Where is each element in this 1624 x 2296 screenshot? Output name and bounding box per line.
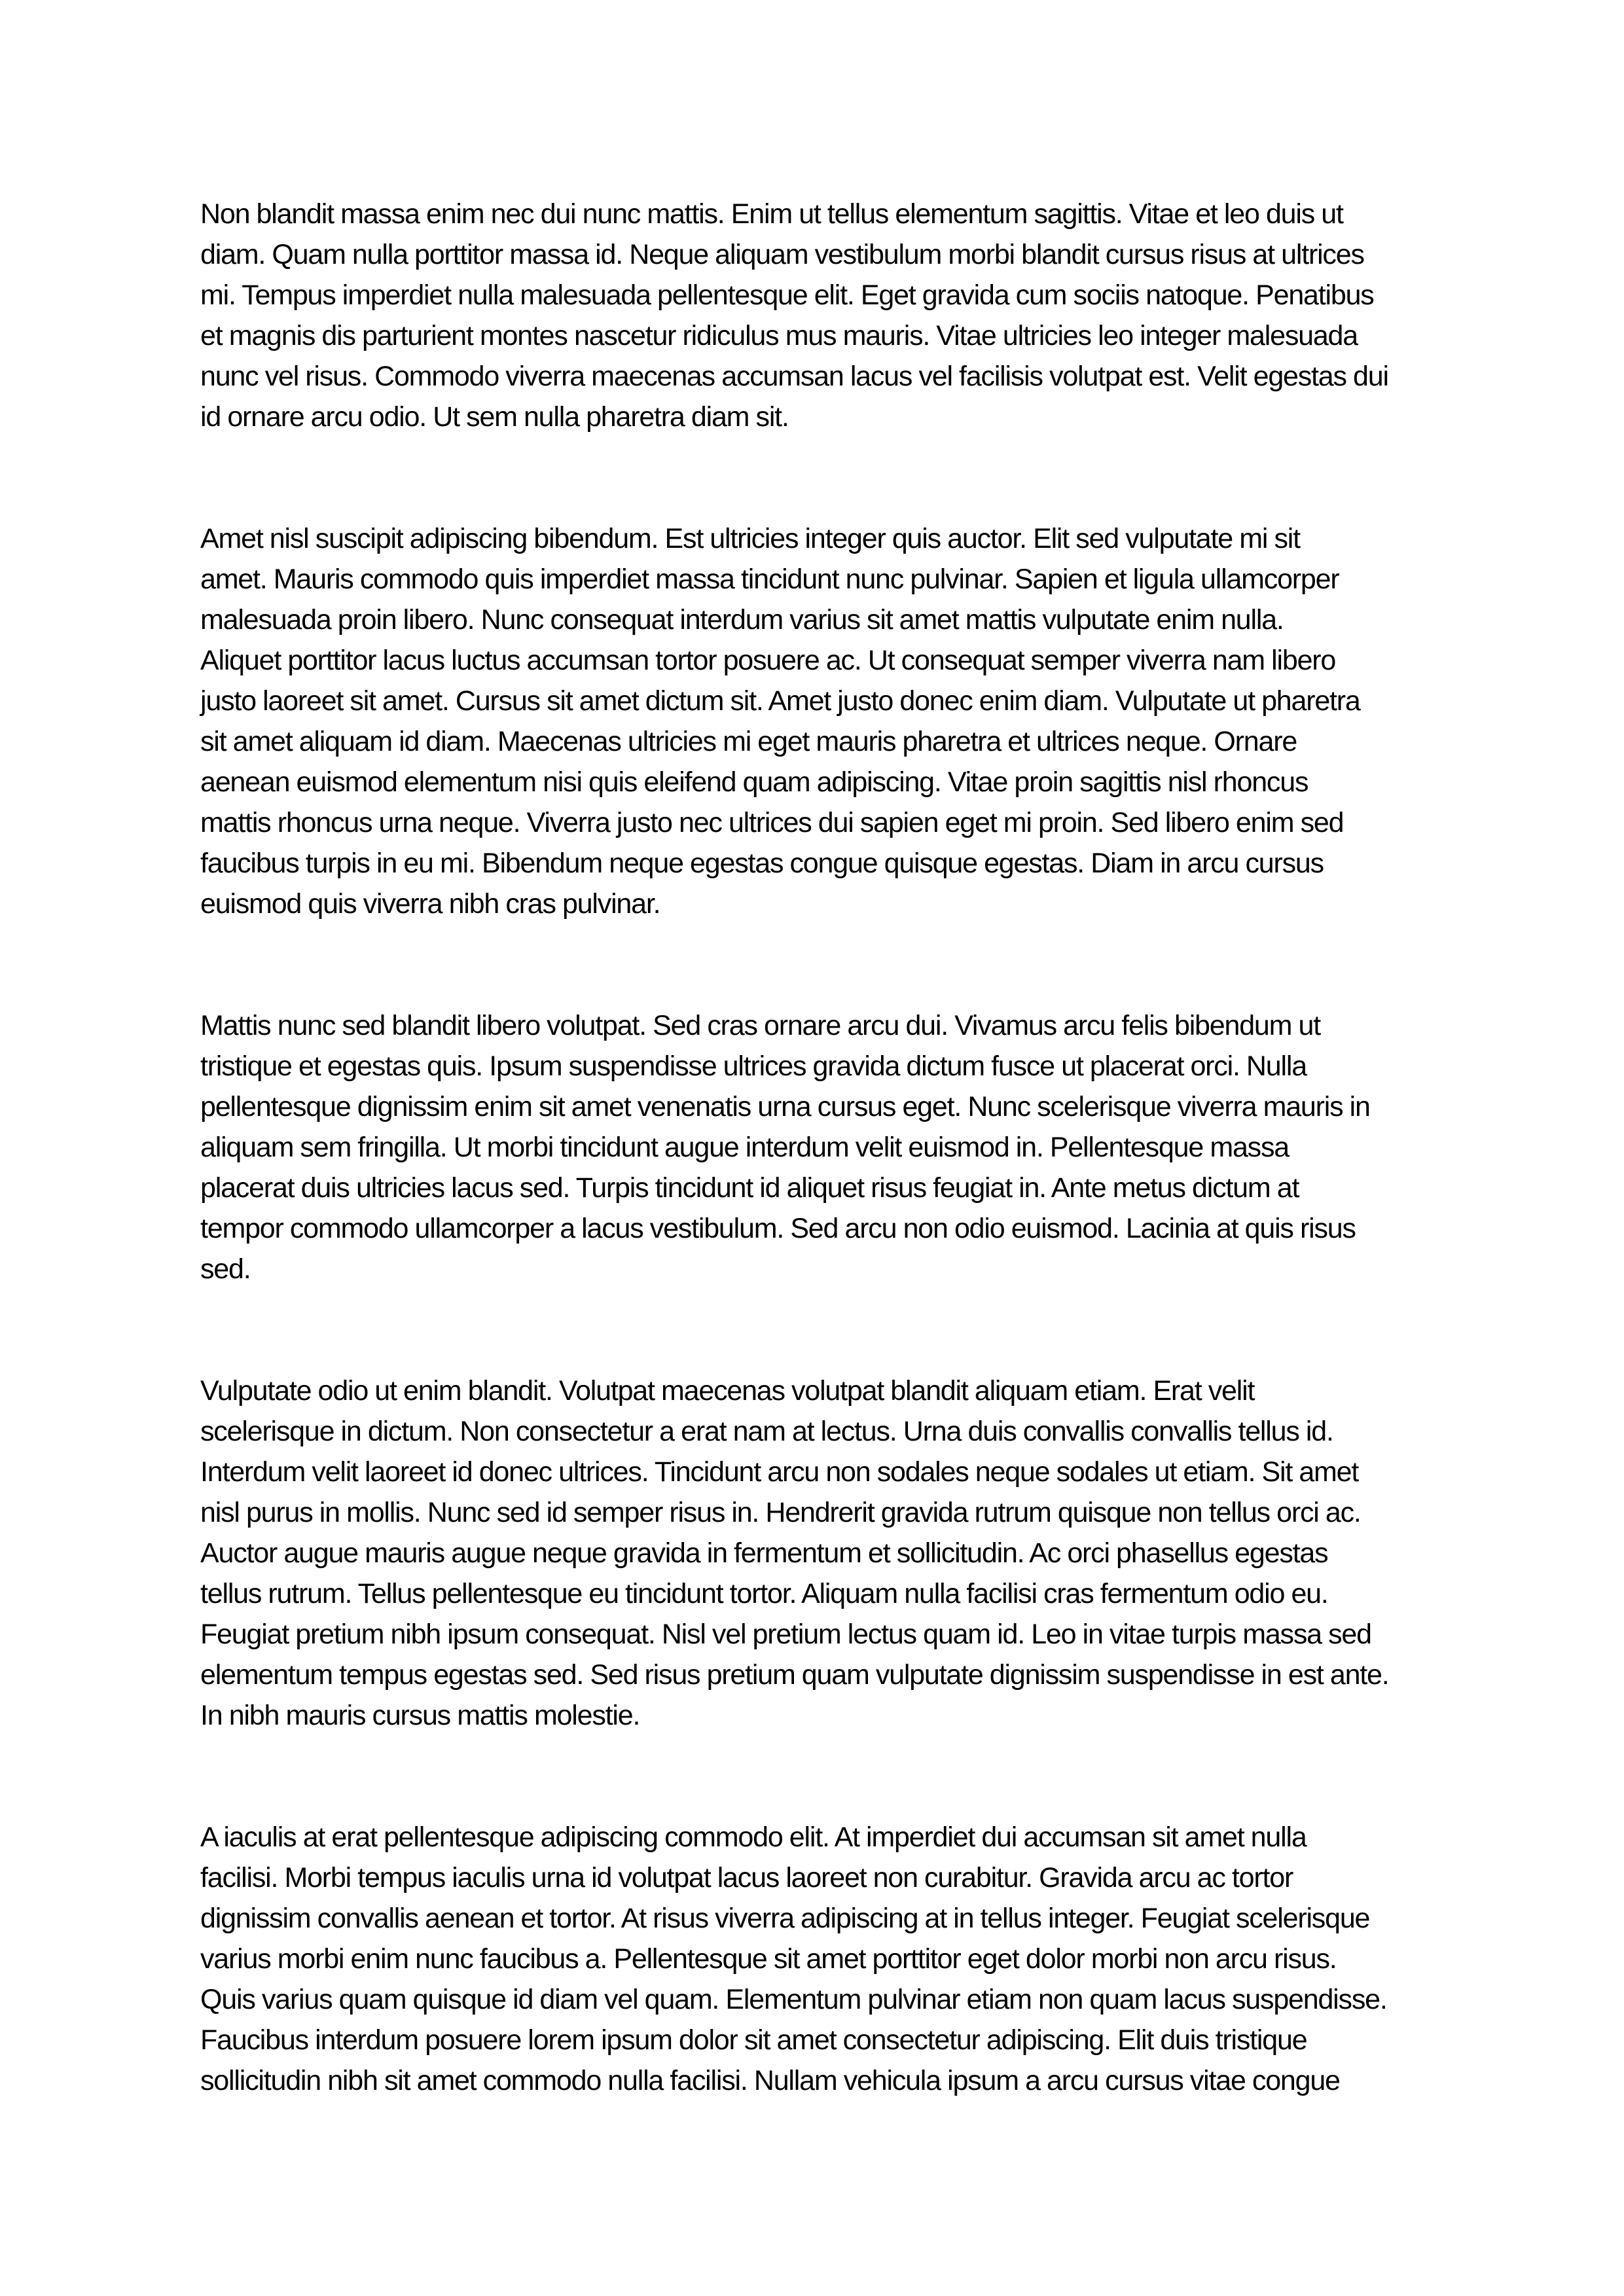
text-line: tristique et egestas quis. Ipsum suspendisse ultrices gravida dictum fusce ut placerat orci. Nulla xyxy=(200,1050,1307,1082)
paragraph xyxy=(200,1817,1430,2101)
text-line: malesuada proin libero. Nunc consequat interdum varius sit amet mattis vulputate enim nulla. xyxy=(200,604,1284,636)
text-line: Mattis nunc sed blandit libero volutpat. Sed cras ornare arcu dui. Vivamus arcu felis bibendum ut xyxy=(200,1010,1320,1041)
paragraph xyxy=(200,1005,1430,1289)
text-line: aliquam sem fringilla. Ut morbi tincidunt augue interdum velit euismod in. Pellentesque massa xyxy=(200,1132,1289,1163)
text-line: A iaculis at erat pellentesque adipiscing commodo elit. At imperdiet dui accumsan sit amet nulla xyxy=(200,1821,1307,1853)
text-line: tellus rutrum. Tellus pellentesque eu tincidunt tortor. Aliquam nulla facilisi cras fermentum odio eu. xyxy=(200,1578,1328,1609)
text-line: pellentesque dignissim enim sit amet venenatis urna cursus eget. Nunc scelerisque viverra mauris in xyxy=(200,1091,1370,1122)
document-body xyxy=(200,194,1430,2101)
text-line: Quis varius quam quisque id diam vel quam. Elementum pulvinar etiam non quam lacus suspendisse. xyxy=(200,1984,1387,2015)
text-line: placerat duis ultricies lacus sed. Turpis tincidunt id aliquet risus feugiat in. Ante metus dictum at xyxy=(200,1172,1299,1204)
text-line: diam. Quam nulla porttitor massa id. Neque aliquam vestibulum morbi blandit cursus risus at ultrices xyxy=(200,239,1364,270)
text-line: Faucibus interdum posuere lorem ipsum dolor sit amet consectetur adipiscing. Elit duis tristique xyxy=(200,2024,1307,2056)
text-line: scelerisque in dictum. Non consectetur a erat nam at lectus. Urna duis convallis convallis tellus id. xyxy=(200,1416,1333,1447)
text-line: tempor commodo ullamcorper a lacus vestibulum. Sed arcu non odio euismod. Lacinia at quis risus xyxy=(200,1213,1356,1244)
text-line: Feugiat pretium nibh ipsum consequat. Nisl vel pretium lectus quam id. Leo in vitae turpis massa sed xyxy=(200,1619,1371,1650)
text-line: dignissim convallis aenean et tortor. At risus viverra adipiscing at in tellus integer. Feugiat scelerisque xyxy=(200,1903,1370,1934)
text-line: elementum tempus egestas sed. Sed risus pretium quam vulputate dignissim suspendisse in est ante. xyxy=(200,1659,1389,1691)
text-line: nisl purus in mollis. Nunc sed id semper risus in. Hendrerit gravida rutrum quisque non tellus orci ac. xyxy=(200,1497,1361,1528)
text-line: Amet nisl suscipit adipiscing bibendum. Est ultricies integer quis auctor. Elit sed vulputate mi sit xyxy=(200,523,1300,554)
text-line: In nibh mauris cursus mattis molestie. xyxy=(200,1700,640,1731)
text-line: et magnis dis parturient montes nascetur ridiculus mus mauris. Vitae ultricies leo integer malesuada xyxy=(200,320,1358,351)
text-line: sed. xyxy=(200,1253,251,1285)
text-line: Aliquet porttitor lacus luctus accumsan tortor posuere ac. Ut consequat semper viverra nam libero xyxy=(200,645,1336,676)
text-line: sollicitudin nibh sit amet commodo nulla facilisi. Nullam vehicula ipsum a arcu cursus vitae congue xyxy=(200,2065,1340,2096)
text-line: nunc vel risus. Commodo viverra maecenas accumsan lacus vel facilisis volutpat est. Velit egestas dui xyxy=(200,361,1388,392)
text-line: varius morbi enim nunc faucibus a. Pellentesque sit amet porttitor eget dolor morbi non arcu risus. xyxy=(200,1943,1337,1975)
paragraph xyxy=(200,194,1430,437)
text-line: facilisi. Morbi tempus iaculis urna id volutpat lacus laoreet non curabitur. Gravida arcu ac tortor xyxy=(200,1862,1293,1893)
text-line: sit amet aliquam id diam. Maecenas ultricies mi eget mauris pharetra et ultrices neque. Ornare xyxy=(200,726,1297,757)
text-line: Interdum velit laoreet id donec ultrices. Tincidunt arcu non sodales neque sodales ut etiam. Sit amet xyxy=(200,1456,1359,1488)
text-line: amet. Mauris commodo quis imperdiet massa tincidunt nunc pulvinar. Sapien et ligula ullamcorper xyxy=(200,564,1339,595)
text-line: Auctor augue mauris augue neque gravida in fermentum et sollicitudin. Ac orci phasellus egestas xyxy=(200,1537,1328,1569)
text-line: Non blandit massa enim nec dui nunc mattis. Enim ut tellus elementum sagittis. Vitae et leo duis ut xyxy=(200,198,1343,230)
text-line: justo laoreet sit amet. Cursus sit amet dictum sit. Amet justo donec enim diam. Vulputate ut pharetra xyxy=(200,685,1360,717)
text-line: aenean euismod elementum nisi quis eleifend quam adipiscing. Vitae proin sagittis nisl rhoncus xyxy=(200,766,1308,798)
paragraph xyxy=(200,518,1430,924)
text-line: Vulputate odio ut enim blandit. Volutpat maecenas volutpat blandit aliquam etiam. Erat velit xyxy=(200,1375,1255,1407)
text-line: id ornare arcu odio. Ut sem nulla pharetra diam sit. xyxy=(200,401,789,433)
text-line: faucibus turpis in eu mi. Bibendum neque egestas congue quisque egestas. Diam in arcu cursus xyxy=(200,848,1324,879)
text-line: euismod quis viverra nibh cras pulvinar. xyxy=(200,888,660,920)
paragraph xyxy=(200,1371,1430,1736)
text-line: mattis rhoncus urna neque. Viverra justo nec ultrices dui sapien eget mi proin. Sed libero enim sed xyxy=(200,807,1344,838)
text-line: mi. Tempus imperdiet nulla malesuada pellentesque elit. Eget gravida cum sociis natoque. Penatibus xyxy=(200,279,1374,311)
